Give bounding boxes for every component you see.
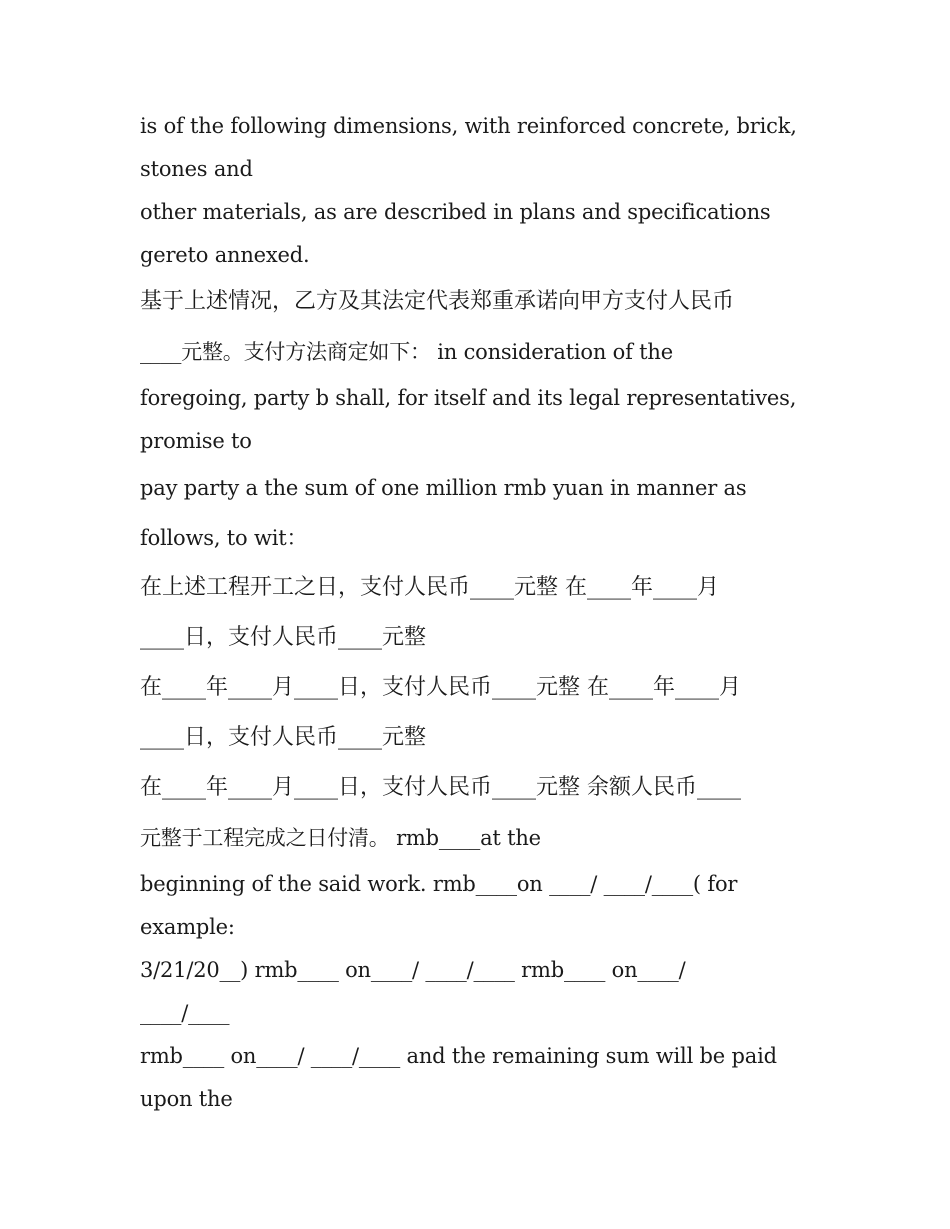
text-line: pay party a the sum of one million rmb yuan in manner as xyxy=(140,476,747,500)
text-line: ____/____ xyxy=(140,1001,230,1025)
text-line: ____日，支付人民币____元整 xyxy=(140,625,427,650)
text-line: promise to xyxy=(140,429,252,453)
text-line: 在上述工程开工之日，支付人民币____元整 在____年____月 xyxy=(140,575,719,600)
text-line: 在____年____月____日，支付人民币____元整 在____年____月 xyxy=(140,675,741,700)
text-line: rmb____ on____/ ____/____ and the remaining sum will be paid xyxy=(140,1044,777,1068)
text-line: gereto annexed. xyxy=(140,243,310,267)
text-line: ____日，支付人民币____元整 xyxy=(140,725,427,750)
document-body xyxy=(140,105,830,1121)
text-line: example: xyxy=(140,915,235,939)
text-line: stones and xyxy=(140,157,253,181)
text-line: 在____年____月____日，支付人民币____元整 余额人民币____ xyxy=(140,775,741,800)
text-line: ____元整。支付方法商定如下： in consideration of the xyxy=(140,340,673,364)
text-line: is of the following dimensions, with reinforced concrete, brick, xyxy=(140,114,797,138)
text-line: 元整于工程完成之日付清。 rmb____at the xyxy=(140,826,541,850)
text-line: 3/21/20__) rmb____ on____/ ____/____ rmb____ on____/ xyxy=(140,958,686,982)
text-line: foregoing, party b shall, for itself and its legal representatives, xyxy=(140,386,797,410)
text-line: other materials, as are described in plans and specifications xyxy=(140,200,771,224)
text-line: 基于上述情况，乙方及其法定代表郑重承诺向甲方支付人民币 xyxy=(140,289,735,314)
text-line: beginning of the said work. rmb____on ____/ ____/____( for xyxy=(140,872,738,896)
text-line: upon the xyxy=(140,1087,233,1111)
text-line: follows, to wit： xyxy=(140,526,308,550)
